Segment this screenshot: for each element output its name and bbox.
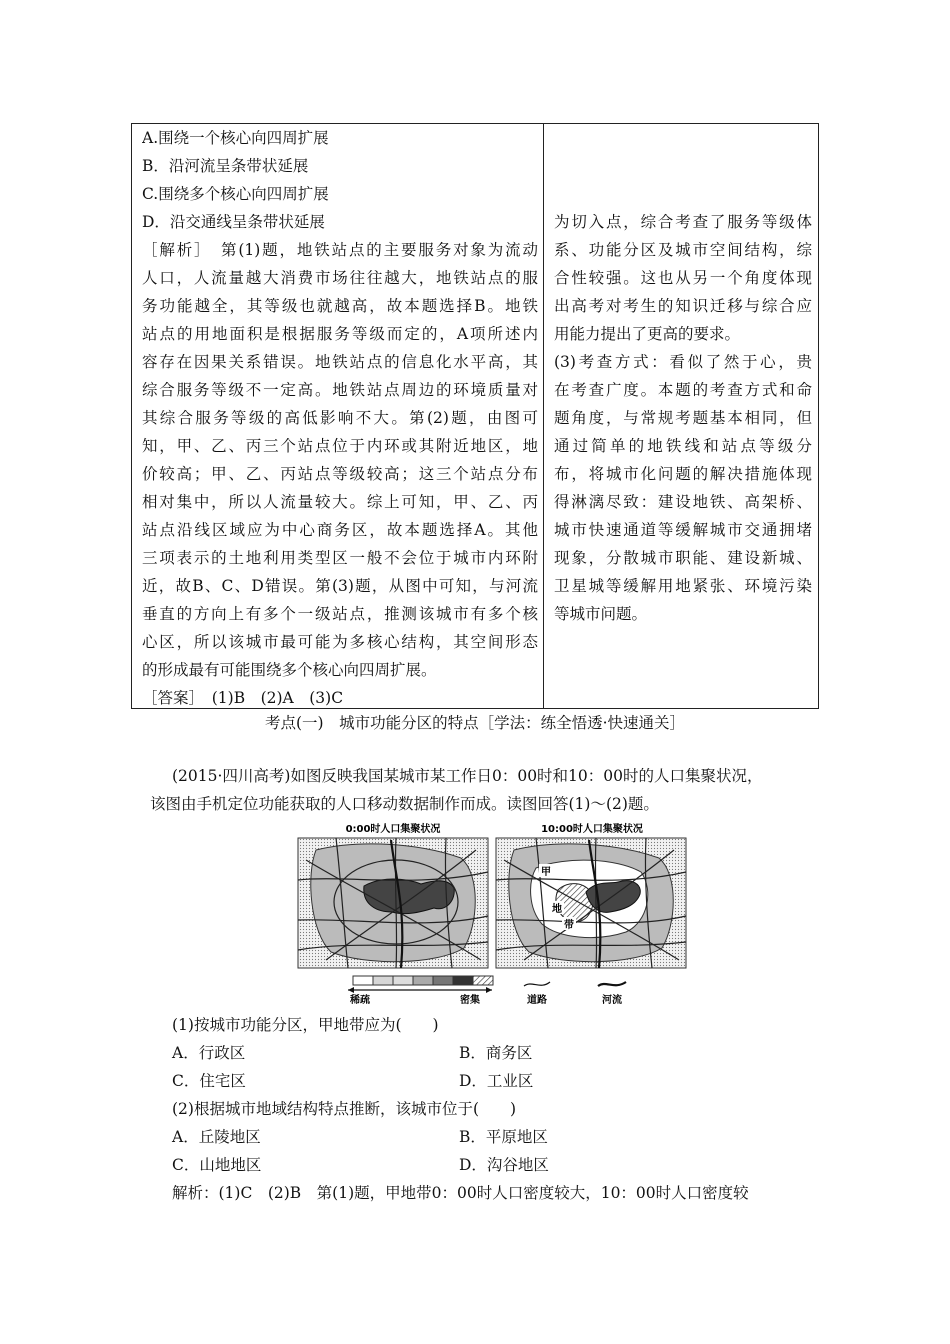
left-text-line: 垂直的方向上有多个一级站点，推测该城市有多个核: [142, 605, 538, 623]
right-text-line: 现象，分散城市职能、建设新城、: [554, 549, 812, 567]
right-text-line: 在考查广度。本题的考查方式和命: [554, 381, 812, 399]
analysis-line: 解析：(1)C (2)B 第(1)题，甲地带0：00时人口密度较大，10：00时人口密度较: [172, 1184, 749, 1202]
left-text-line: 务功能越全，其等级也就越高，故本题选择B。地铁: [142, 297, 538, 315]
q2-option-a: A．丘陵地区: [172, 1128, 261, 1146]
maps-svg: [296, 820, 688, 1006]
left-text-line: 站点的用地面积是根据服务等级而定的，A项所述内: [142, 325, 538, 343]
label-jia: 甲: [541, 867, 551, 878]
left-text-line: 三项表示的土地利用类型区一般不会位于城市内环附: [142, 549, 538, 567]
map-0000: [298, 838, 488, 968]
right-text-line: 得淋漓尽致：建设地铁、高架桥、: [554, 493, 812, 511]
q2-option-d: D．沟谷地区: [459, 1156, 549, 1174]
right-text-line: 通过简单的地铁线和站点等级分: [554, 437, 812, 455]
right-text-line: 题角度，与常规考题基本相同，但: [554, 409, 812, 427]
left-text-line: 站点沿线区域应为中心商务区，故本题选择A。其他: [142, 521, 538, 539]
road-legend: [524, 982, 550, 1006]
right-text-line: 等城市问题。: [554, 605, 648, 623]
section-caption: 考点(一) 城市功能分区的特点［学法：练全悟透·快速通关］: [264, 714, 686, 732]
left-text-line: 人口，人流量越大消费市场往往越大，地铁站点的服: [142, 269, 538, 287]
left-text-line: ［解析］ 第(1)题，地铁站点的主要服务对象为流动: [142, 241, 538, 259]
label-di: 地: [552, 904, 562, 915]
q1-option-d: D．工业区: [459, 1072, 534, 1090]
q2-option-c: C．山地地区: [172, 1156, 262, 1174]
q1-stem: (1)按城市功能分区，甲地带应为( ): [172, 1016, 439, 1034]
population-maps-figure: [296, 820, 688, 1006]
left-text-line: 综合服务等级不一定高。地铁站点周边的环境质量对: [142, 381, 538, 399]
left-text-line: B．沿河流呈条带状延展: [142, 157, 309, 175]
right-text-line: 卫星城等缓解用地紧张、环境污染: [554, 577, 812, 595]
right-text-line: 城市快速通道等缓解城市交通拥堵: [554, 521, 812, 539]
q1-option-a: A．行政区: [172, 1044, 246, 1062]
left-text-line: 近，故B、C、D错误。第(3)题，从图中可知，与河流: [142, 577, 538, 595]
right-text-line: (3)考查方式：看似了然于心，贵: [554, 353, 812, 371]
right-text-line: 用能力提出了更高的要求。: [554, 325, 741, 343]
left-text-line: 容存在因果关系错误。地铁站点的信息化水平高，其: [142, 353, 538, 371]
map2-title: 10:00时人口集聚状况: [541, 824, 643, 835]
map1-title: 0:00时人口集聚状况: [345, 824, 441, 835]
left-text-line: 的形成最有可能围绕多个核心向四周扩展。: [142, 661, 437, 679]
q2-stem: (2)根据城市地域结构特点推断，该城市位于( ): [172, 1100, 517, 1118]
left-text-line: ［答案］ (1)B (2)A (3)C: [142, 689, 344, 707]
left-text-line: 知，甲、乙、丙三个站点位于内环或其附近地区，地: [142, 437, 538, 455]
left-column: [142, 124, 538, 712]
left-text-line: 其综合服务等级的高低影响不大。第(2)题，由图可: [142, 409, 538, 427]
map-1000: [496, 838, 686, 968]
analysis-table: [131, 123, 819, 709]
right-text-line: 系、功能分区及城市空间结构，综: [554, 241, 812, 259]
right-text-line: 出高考对考生的知识迁移与综合应: [554, 297, 812, 315]
left-text-line: 价较高；甲、乙、丙站点等级较高；这三个站点分布: [142, 465, 538, 483]
left-text-line: 心区，所以该城市最可能为多核心结构，其空间形态: [142, 633, 538, 651]
density-legend: [348, 976, 493, 1006]
legend-sparse: 稀疏: [350, 995, 370, 1006]
right-text-line: 为切入点，综合考查了服务等级体: [554, 213, 812, 231]
right-text-line: 布，将城市化问题的解决措施体现: [554, 465, 812, 483]
left-text-line: D．沿交通线呈条带状延展: [142, 213, 325, 231]
left-text-line: C.围绕多个核心向四周扩展: [142, 185, 329, 203]
right-text-line: 合性较强。这也从另一个角度体现: [554, 269, 812, 287]
column-divider: [543, 124, 544, 708]
left-text-line: 相对集中，所以人流量较大。综上可知，甲、乙、丙: [142, 493, 538, 511]
intro-line-1: (2015·四川高考)如图反映我国某城市某工作日0：00时和10：00时的人口集聚状况，: [172, 767, 763, 785]
intro-line-2: 该图由手机定位功能获取的人口移动数据制作而成。读图回答(1)～(2)题。: [150, 795, 659, 813]
legend-river: 河流: [602, 995, 622, 1006]
q1-option-b: B．商务区: [459, 1044, 533, 1062]
q1-option-c: C．住宅区: [172, 1072, 246, 1090]
q2-option-b: B．平原地区: [459, 1128, 548, 1146]
right-column: [554, 208, 812, 628]
river-legend: [598, 982, 626, 1006]
legend-dense: 密集: [460, 995, 480, 1006]
label-dai: 带: [564, 920, 574, 931]
legend-road: 道路: [527, 995, 547, 1006]
left-text-line: A.围绕一个核心向四周扩展: [142, 129, 329, 147]
